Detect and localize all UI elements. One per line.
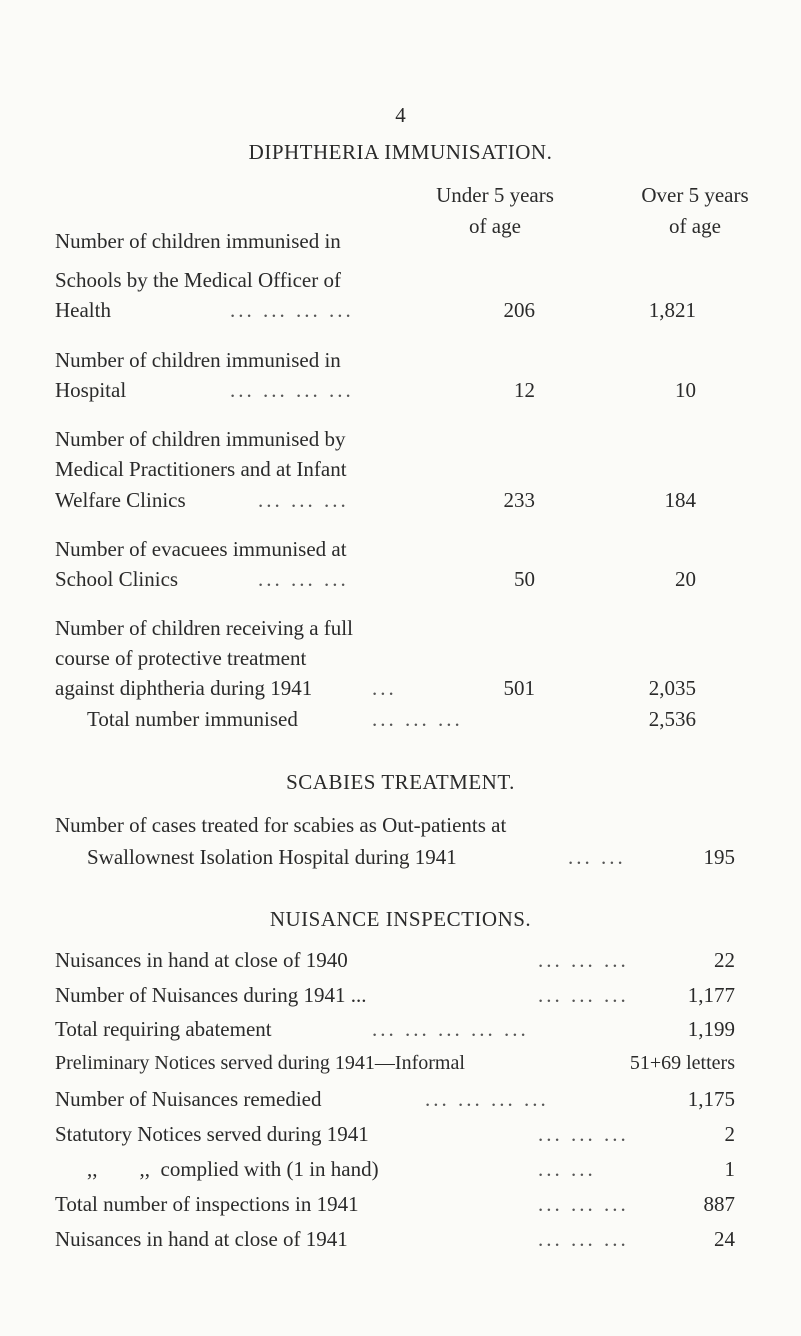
row2-line1: Number of children immunised in	[55, 348, 341, 372]
scabies-title: SCABIES TREATMENT.	[286, 770, 515, 794]
nuisance-row-value: 1,175	[687, 1087, 735, 1111]
nuisance-row-dots: ... ... ... ... ...	[372, 1017, 529, 1041]
scabies-value: 195	[703, 845, 735, 869]
nuisance-row-label: Nuisances in hand at close of 1941	[55, 1227, 348, 1251]
col-header-over5-line1: Over 5 years	[641, 183, 749, 207]
row5-dots: ...	[372, 676, 397, 700]
nuisance-row-dots: ... ... ...	[538, 1192, 629, 1216]
row5-line3: against diphtheria during 1941	[55, 676, 313, 700]
total-value: 2,536	[648, 707, 696, 731]
row1-under5: 206	[503, 298, 535, 322]
scabies-line1: Number of cases treated for scabies as Out-patients at	[55, 813, 507, 837]
row3-line2: Medical Practitioners and at Infant	[55, 457, 347, 481]
row4-dots: ... ... ...	[258, 567, 349, 591]
row5-line2: course of protective treatment	[55, 646, 307, 670]
row2-over5: 10	[675, 378, 696, 402]
nuisance-row-label: Number of Nuisances remedied	[55, 1087, 322, 1111]
page-number: 4	[395, 103, 406, 127]
total-label: Total number immunised	[87, 707, 298, 731]
scabies-dots: ... ...	[568, 845, 626, 869]
nuisance-row-dots: ... ... ...	[538, 948, 629, 972]
col-header-under5-line1: Under 5 years	[436, 183, 554, 207]
nuisance-row-value: 24	[714, 1227, 735, 1251]
nuisance-row-value: 887	[703, 1192, 735, 1216]
nuisance-row-dots: ... ... ...	[538, 983, 629, 1007]
nuisance-row-dots: ... ...	[538, 1157, 596, 1181]
row4-line1: Number of evacuees immunised at	[55, 537, 347, 561]
row4-under5: 50	[514, 567, 535, 591]
nuisance-row-label: Nuisances in hand at close of 1940	[55, 948, 348, 972]
row3-over5: 184	[664, 488, 696, 512]
row4-over5: 20	[675, 567, 696, 591]
row3-line3: Welfare Clinics	[55, 488, 186, 512]
nuisance-row-value: 1,199	[687, 1017, 735, 1041]
diphtheria-title: DIPHTHERIA IMMUNISATION.	[248, 140, 553, 164]
row5-line1: Number of children receiving a full	[55, 616, 353, 640]
nuisance-row-value: 22	[714, 948, 735, 972]
row1-over5: 1,821	[648, 298, 696, 322]
row4-line2: School Clinics	[55, 567, 179, 591]
row3-under5: 233	[503, 488, 535, 512]
total-dots: ... ... ...	[372, 707, 463, 731]
row2-under5: 12	[514, 378, 535, 402]
scabies-line2: Swallownest Isolation Hospital during 1941	[87, 845, 457, 869]
nuisance-row-dots: ... ... ...	[538, 1227, 629, 1251]
nuisance-row-dots: ... ... ...	[538, 1122, 629, 1146]
nuisance-row-label: Total requiring abatement	[55, 1017, 272, 1041]
nuisance-row-label: ,, ,, complied with (1 in hand)	[87, 1157, 379, 1181]
row1-dots: ... ... ... ...	[230, 298, 354, 322]
nuisance-row-value: 1	[724, 1157, 735, 1181]
row1-line1: Number of children immunised in	[55, 229, 341, 253]
col-header-over5-line2: of age	[669, 214, 721, 238]
row1-line3: Health	[55, 298, 111, 322]
nuisance-row-label: Total number of inspections in 1941	[55, 1192, 359, 1216]
row1-line2: Schools by the Medical Officer of	[55, 268, 341, 292]
row2-dots: ... ... ... ...	[230, 378, 354, 402]
row5-under5: 501	[503, 676, 535, 700]
col-header-under5-line2: of age	[469, 214, 521, 238]
nuisance-row-dots: ... ... ... ...	[425, 1087, 549, 1111]
row3-dots: ... ... ...	[258, 488, 349, 512]
nuisance-row-value: 2	[724, 1122, 735, 1146]
nuisance-row-label: Statutory Notices served during 1941	[55, 1122, 369, 1146]
nuisance-row-value: 51+69 letters	[629, 1052, 735, 1074]
nuisance-row-label: Preliminary Notices served during 1941—Informal	[55, 1052, 465, 1074]
nuisance-title: NUISANCE INSPECTIONS.	[269, 907, 532, 931]
row2-line2: Hospital	[55, 378, 127, 402]
row5-over5: 2,035	[648, 676, 696, 700]
row3-line1: Number of children immunised by	[55, 427, 346, 451]
nuisance-row-value: 1,177	[687, 983, 735, 1007]
nuisance-row-label: Number of Nuisances during 1941 ...	[55, 983, 367, 1007]
